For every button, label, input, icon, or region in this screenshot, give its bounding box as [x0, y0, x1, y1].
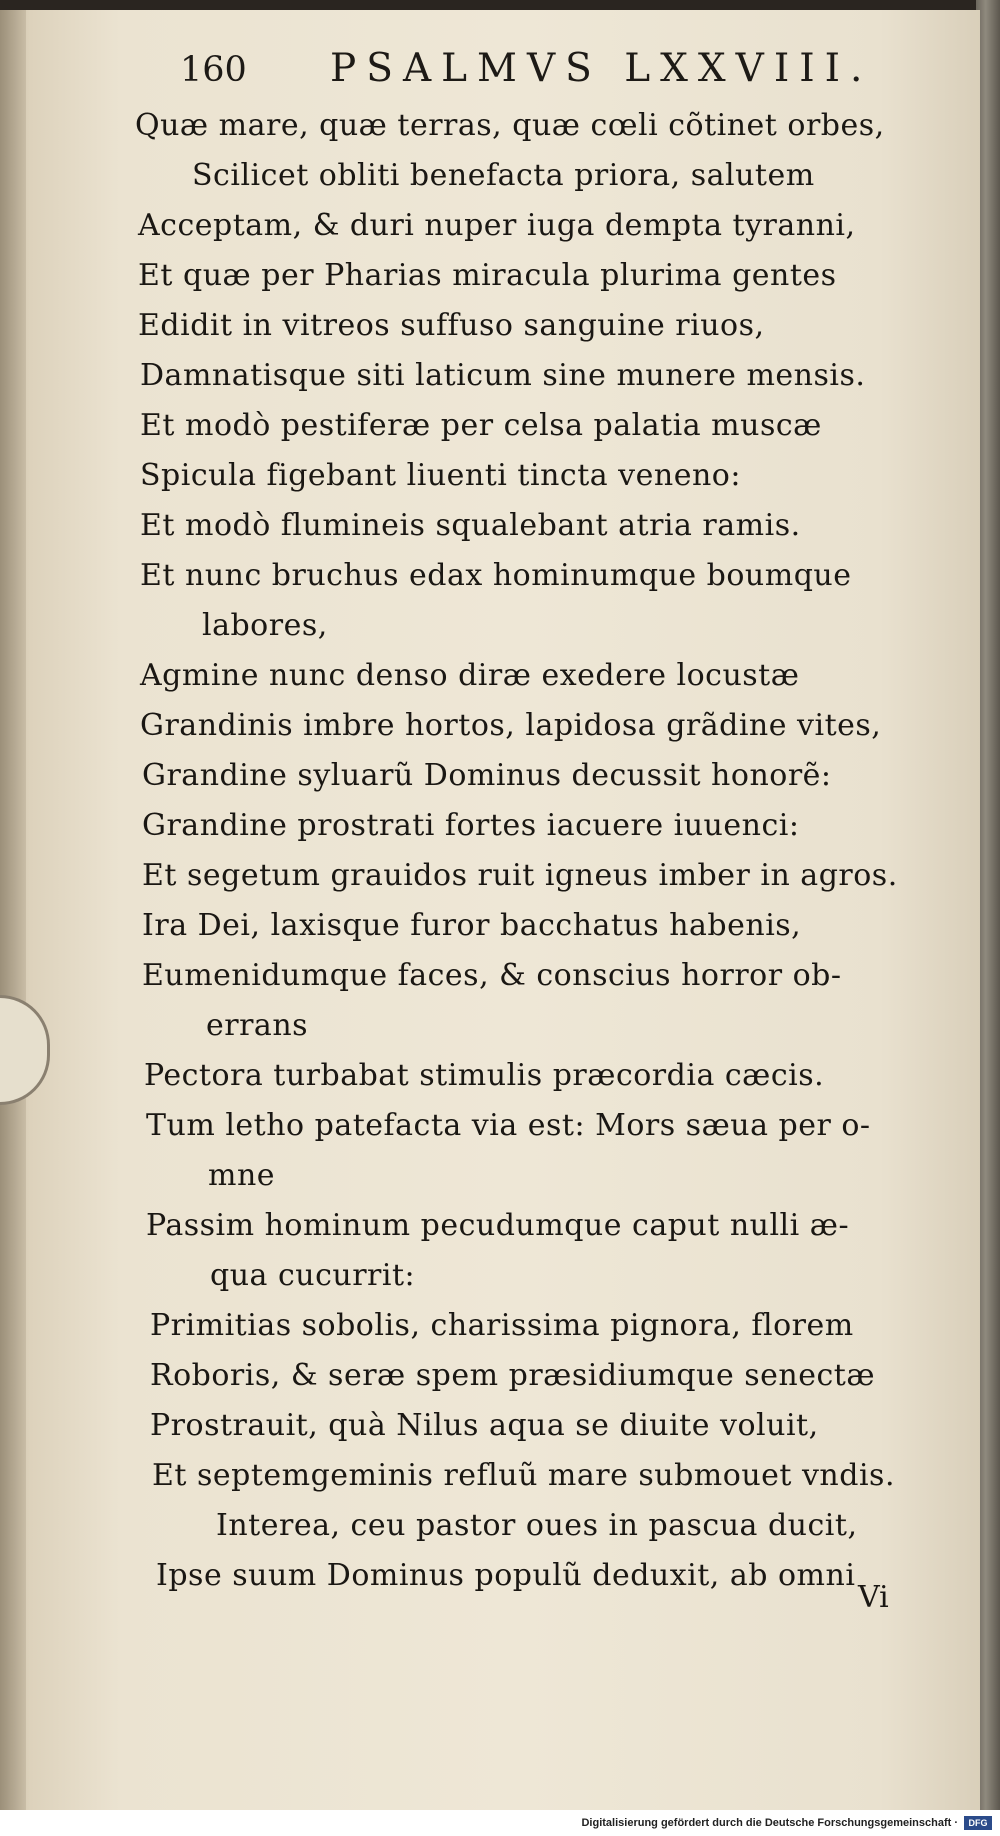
verse-line: Pectora turbabat stimulis præcordia cæcis.: [144, 1058, 825, 1093]
verse-line: Acceptam, & duri nuper iuga dempta tyranni,: [138, 208, 856, 243]
verse-line: qua cucurrit:: [210, 1258, 416, 1293]
catchword: Vi: [858, 1580, 889, 1615]
binding-clasp: [0, 995, 50, 1105]
verse-line: Grandinis imbre hortos, lapidosa grãdine vites,: [140, 708, 882, 743]
digitization-footer: [0, 1810, 1000, 1836]
page-number: 160: [180, 50, 247, 90]
verse-line: Et modò flumineis squalebant atria ramis.: [140, 508, 801, 543]
page-header: [180, 44, 940, 98]
book-page: [0, 10, 980, 1810]
verse-line: Ira Dei, laxisque furor bacchatus habenis,: [142, 908, 802, 943]
running-head: PSALMVS LXXVIII.: [330, 46, 873, 91]
verse-line: errans: [206, 1008, 309, 1043]
page-gutter-edge: [0, 10, 26, 1810]
verse-line: Grandine prostrati fortes iacuere iuuenci:: [142, 808, 800, 843]
verse-line: Prostrauit, quà Nilus aqua se diuite voluit,: [150, 1408, 819, 1443]
verse-line: Roboris, & seræ spem præsidiumque senectæ: [150, 1358, 876, 1393]
verse-line: Et septemgeminis refluũ mare submouet vndis.: [152, 1458, 895, 1493]
verse-line: Edidit in vitreos suffuso sanguine riuos,: [138, 308, 765, 343]
verse-line: Scilicet obliti benefacta priora, salutem: [192, 158, 815, 193]
dfg-logo: DFG: [964, 1816, 992, 1830]
verse-line: Damnatisque siti laticum sine munere mensis.: [140, 358, 866, 393]
verse-line: Et nunc bruchus edax hominumque boumque: [140, 558, 852, 593]
verse-line: Quæ mare, quæ terras, quæ cœli cõtinet orbes,: [135, 108, 885, 143]
verse-line: Eumenidumque faces, & conscius horror ob-: [142, 958, 842, 993]
verse-line: labores,: [202, 608, 328, 643]
verse-line: Et modò pestiferæ per celsa palatia muscæ: [140, 408, 822, 443]
verse-line: Ipse suum Dominus populũ deduxit, ab omni: [156, 1558, 856, 1593]
verse-line: Tum letho patefacta via est: Mors sæua per o-: [146, 1108, 871, 1143]
verse-line: Et quæ per Pharias miracula plurima gentes: [138, 258, 837, 293]
verse-line: Et segetum grauidos ruit igneus imber in agros.: [142, 858, 898, 893]
verse-line: Primitias sobolis, charissima pignora, florem: [150, 1308, 854, 1343]
funding-credit: Digitalisierung gefördert durch die Deutsche Forschungsgemeinschaft ·: [581, 1817, 958, 1829]
verse-line: Spicula figebant liuenti tincta veneno:: [140, 458, 741, 493]
verse-line: Interea, ceu pastor oues in pascua ducit,: [216, 1508, 858, 1543]
verse-line: Passim hominum pecudumque caput nulli æ-: [146, 1208, 850, 1243]
verse-line: mne: [208, 1158, 276, 1193]
verse-line: Agmine nunc denso diræ exedere locustæ: [140, 658, 800, 693]
verse-line: Grandine syluarũ Dominus decussit honorẽ:: [142, 758, 832, 793]
